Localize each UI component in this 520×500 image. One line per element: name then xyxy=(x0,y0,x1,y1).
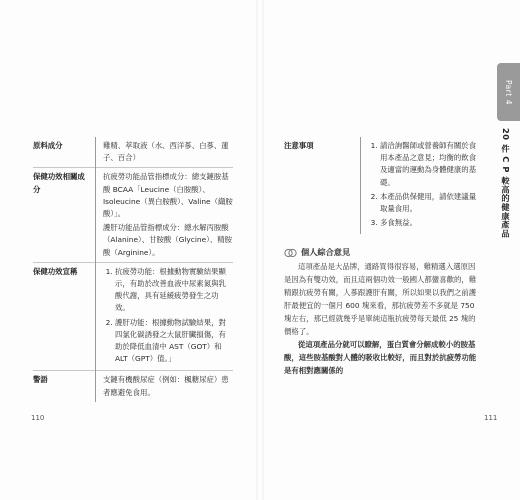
table-row xyxy=(33,168,233,262)
page-number: 110 xyxy=(31,414,45,422)
opinion-heading xyxy=(284,247,482,258)
list-item: 1. 抗疲勞功能：根據動物實驗結果顯示，有助於改善血液中尿素氮與乳酸代謝，具有延緩疲勞發生之功效。 xyxy=(115,266,233,315)
book-gutter xyxy=(256,0,264,500)
opinion-paragraph: 這項產品是大品牌，通路買得很容易，雞精選入選原因是因為有雙功效，而且這兩個功效一般國人都蠻喜歡的，雞精跟抗疲勞有關，人蔘跟護肝有關，所以如果以我們之前護肝最便宜的一個月 600 塊來看，那抗疲勞差不多就是 750 塊左右，那已經就幾乎是單純這瓶抗疲勞每天最低 25 塊的價格了。 xyxy=(284,262,477,336)
row-label: 注意事項 xyxy=(284,141,314,150)
table-row xyxy=(33,137,233,168)
table-row xyxy=(33,262,233,371)
notes-list xyxy=(368,140,482,229)
notes-table xyxy=(284,137,482,234)
row-label: 保健功效相關成分 xyxy=(33,168,96,262)
table-row xyxy=(284,137,482,234)
row-value xyxy=(96,262,234,371)
row-value: 雞精、萃取液（水、西洋蔘、白蔘、蓮子、百合） xyxy=(96,137,234,168)
row-value: 支鏈有機酸尿症（例如：楓糖尿症）患者應避免食用。 xyxy=(96,371,234,402)
row-label: 保健功效宣稱 xyxy=(33,262,96,371)
section-tab xyxy=(497,63,520,121)
page-number: 111 xyxy=(484,414,498,422)
double-circle-icon xyxy=(284,248,297,258)
row-text: 抗疲勞功能品管指標成分：總支鏈胺基酸 BCAA「Leucine（白胺酸）、Isoleucine（異白胺酸）、Valine（纈胺酸）」。 xyxy=(103,172,233,219)
row-label: 原料成分 xyxy=(33,141,63,150)
row-value xyxy=(361,137,483,234)
row-label: 警語 xyxy=(33,371,96,402)
list-item: 1. 請洽詢醫師或營養師有關於食用本產品之意見；均衡的飲食及適當的運動為身體健康的基礎。 xyxy=(380,140,482,189)
table-row xyxy=(33,371,233,402)
opinion-heading-text: 個人綜合意見 xyxy=(301,247,351,257)
product-spec-table xyxy=(33,137,233,402)
opinion-paragraph-bold: 從這項產品分就可以瞭解，蛋白質會分解成較小的胺基酸，這些胺基酸對人體的吸收比較好，而且對於抗疲勞功能是有相對應關係的 xyxy=(284,340,477,375)
row-text: 護肝功能品管指標成分：總水解丙胺酸（Alanine）、甘胺酸（Glycine）、精胺酸（Arginine）。 xyxy=(103,223,233,257)
claims-list xyxy=(103,266,233,366)
list-item: 3. 多食無益。 xyxy=(380,217,482,229)
list-item: 2. 護肝功能：根據動物試驗結果，對四氯化碳誘發之大鼠肝臟損傷，有助於降低血清中 AST（GOT）和 ALT（GPT）值。」 xyxy=(115,317,233,366)
list-item: 2. 本產品供保健用，請依建議量取量食用。 xyxy=(380,191,482,215)
row-value xyxy=(96,168,234,262)
section-tab-label: Part 4 xyxy=(504,79,513,105)
opinion-section xyxy=(284,247,482,377)
chapter-side-title: 20 件 C P 較高的健康產品 xyxy=(501,128,511,239)
